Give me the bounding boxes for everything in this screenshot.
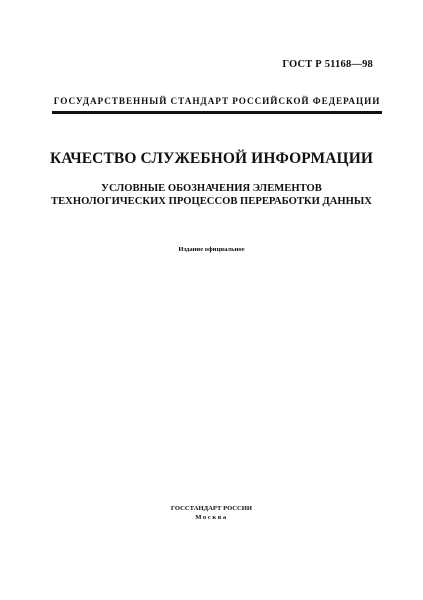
standard-designation: ГОСТ Р 51168—98 bbox=[282, 59, 373, 70]
header-rule bbox=[52, 111, 382, 114]
page-title: КАЧЕСТВО СЛУЖЕБНОЙ ИНФОРМАЦИИ bbox=[49, 150, 374, 167]
subtitle bbox=[0, 183, 423, 208]
publisher-block bbox=[0, 505, 423, 522]
subtitle-line: ТЕХНОЛОГИЧЕСКИХ ПРОЦЕССОВ ПЕРЕРАБОТКИ ДАННЫХ bbox=[51, 195, 372, 207]
subtitle-line: УСЛОВНЫЕ ОБОЗНАЧЕНИЯ ЭЛЕМЕНТОВ bbox=[101, 183, 322, 194]
edition-note: Издание официальное bbox=[178, 246, 245, 253]
publisher-name: ГОССТАНДАРТ РОССИИ bbox=[170, 505, 253, 512]
publisher-city: Москва bbox=[195, 513, 228, 521]
standard-header: ГОСУДАРСТВЕННЫЙ СТАНДАРТ РОССИЙСКОЙ ФЕДЕРАЦИИ bbox=[53, 96, 381, 106]
